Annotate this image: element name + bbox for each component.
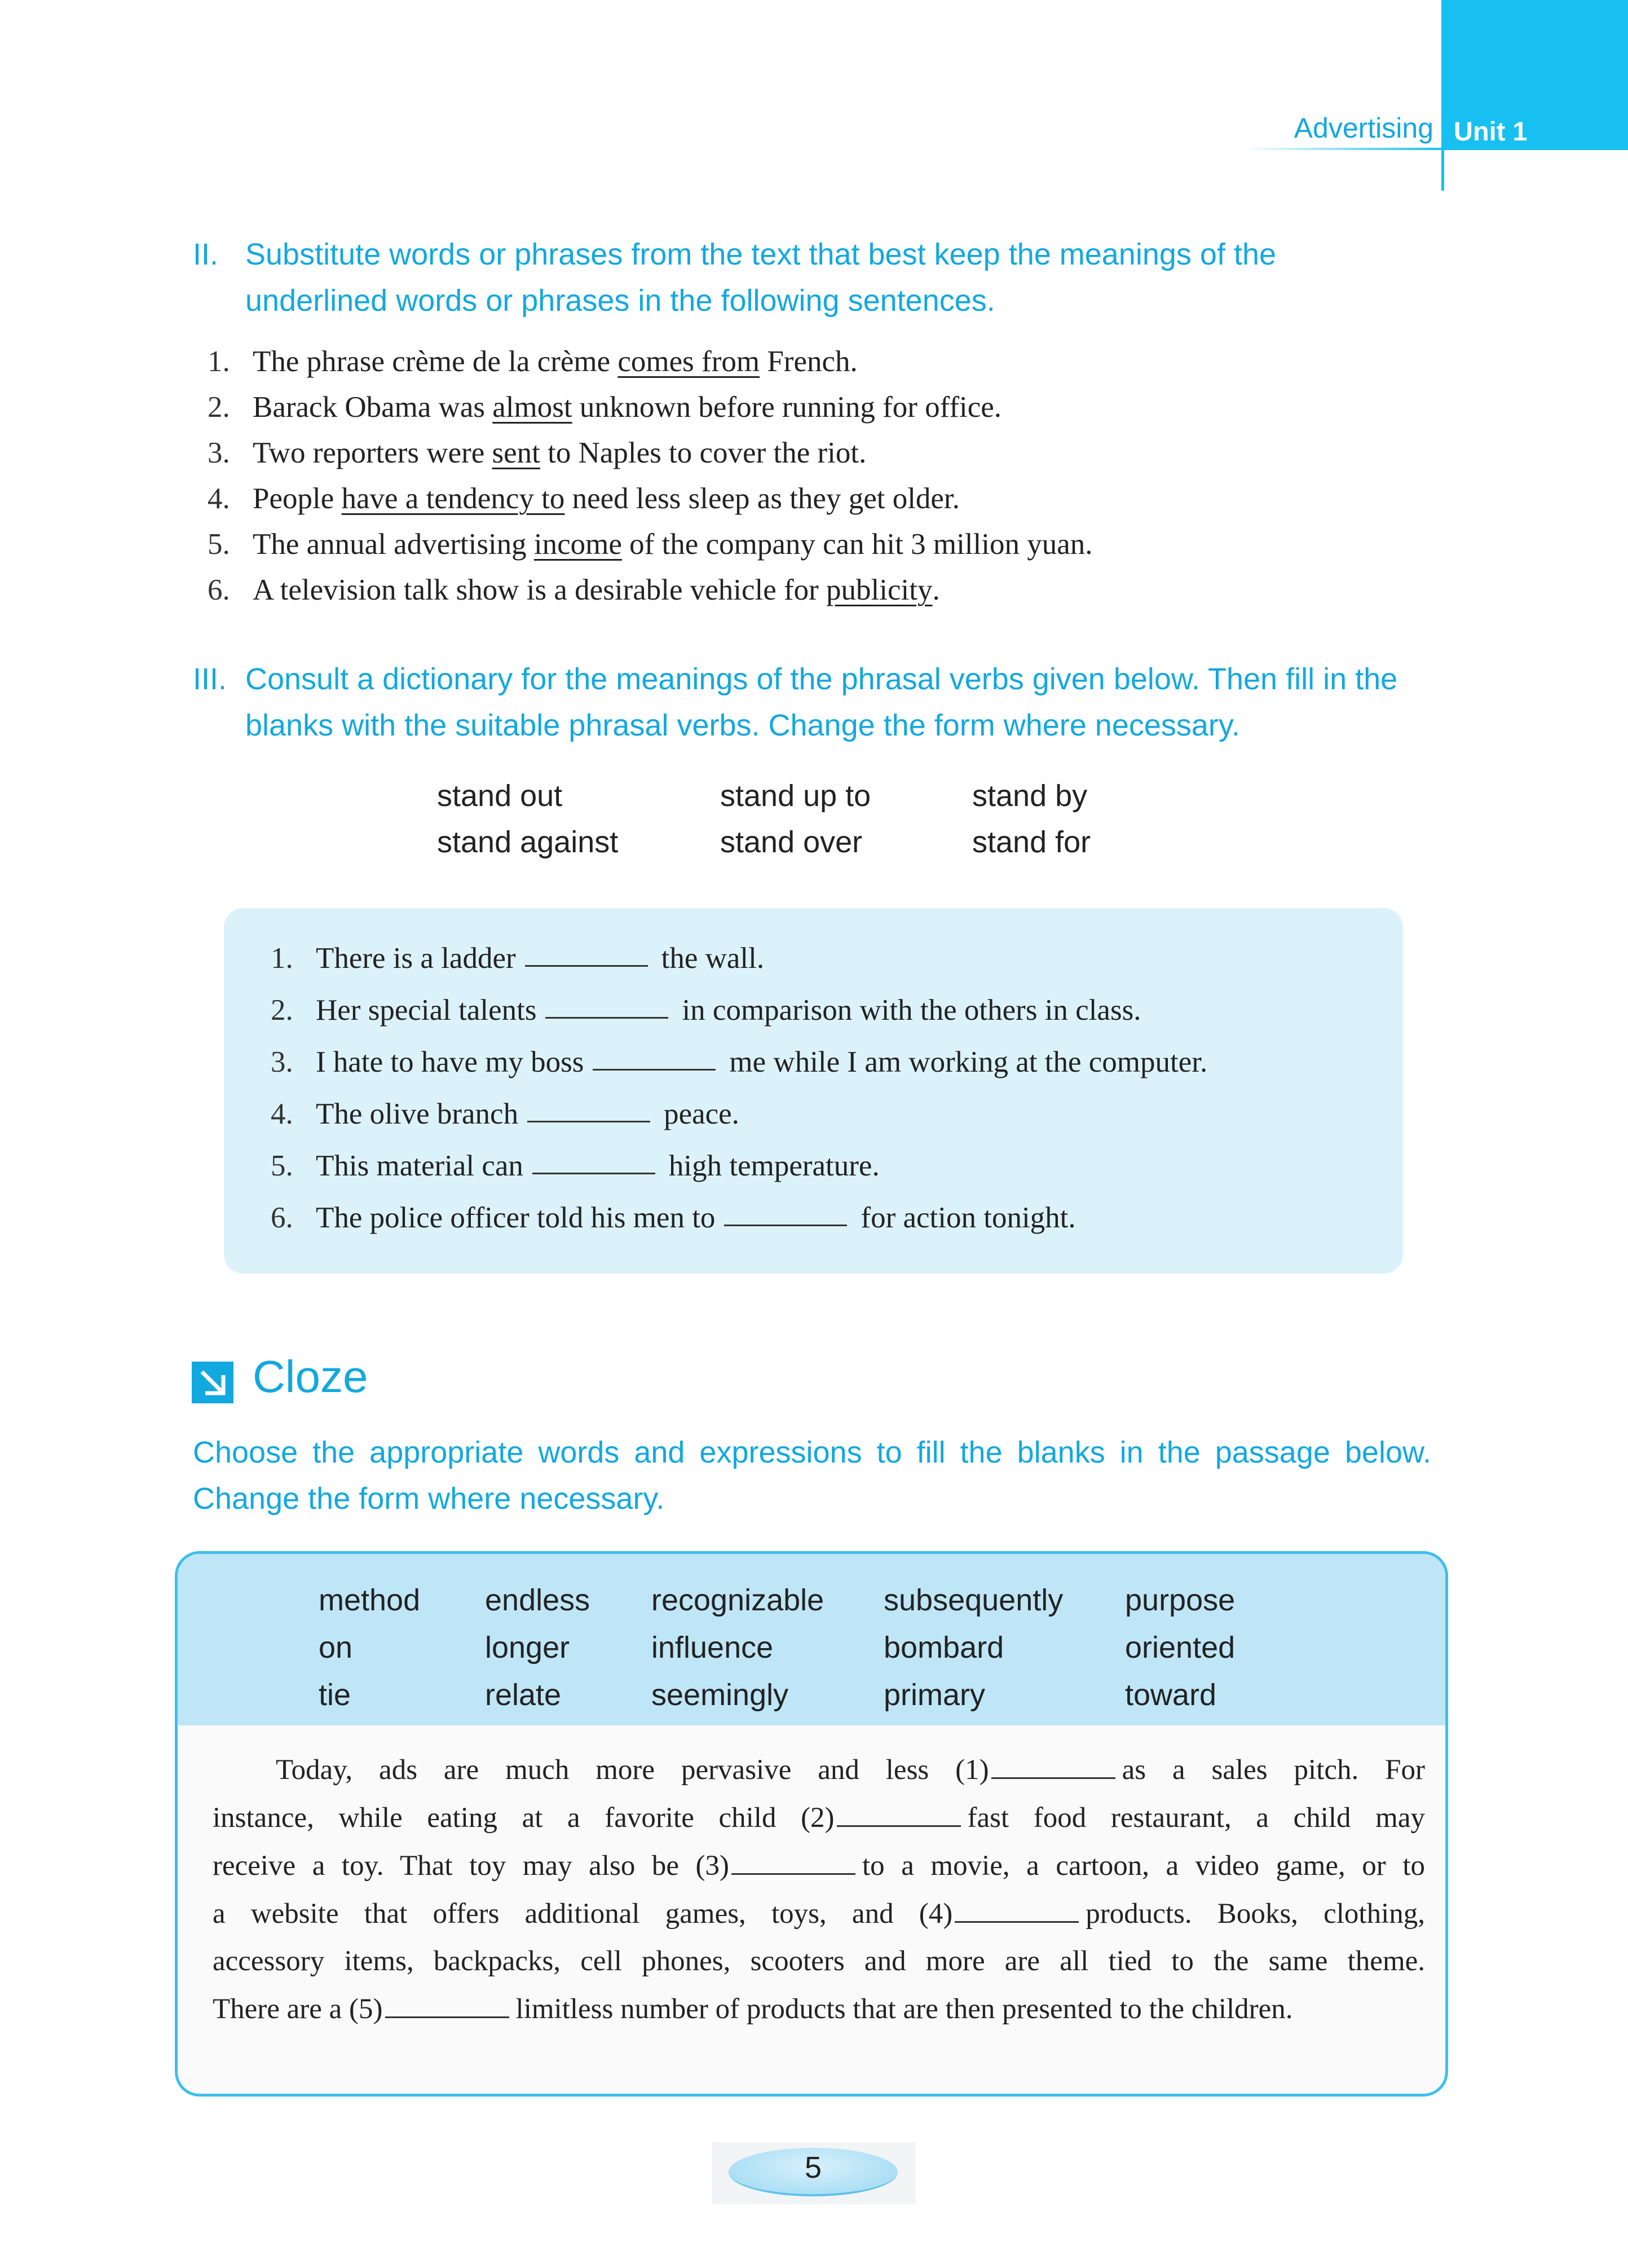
section3-number: III. xyxy=(193,662,227,696)
word-bank-item: oriented xyxy=(1125,1631,1236,1664)
phrasal-verb: stand up to xyxy=(720,779,871,813)
section3-list xyxy=(271,932,1207,1244)
section2-instruction-line1: Substitute words or phrases from the text that best keep the meanings of the xyxy=(245,237,1277,271)
passage-line: receive a toy. That toy may also be (3) to a movie, a cartoon, a video game, or to xyxy=(213,1842,1425,1890)
word-bank-item: purpose xyxy=(1125,1583,1236,1617)
passage-line: accessory items, backpacks, cell phones, scooters and more are all tied to the same theme. xyxy=(213,1945,1425,1977)
word-bank-item: seemingly xyxy=(651,1678,789,1712)
answer-blank[interactable] xyxy=(731,1842,855,1875)
list-item: 3. Two reporters were sent to Naples to cover the riot. xyxy=(208,430,1093,476)
answer-blank[interactable] xyxy=(545,984,668,1019)
word-bank-item: longer xyxy=(485,1631,570,1664)
list-item: 4. People have a tendency to need less sleep as they get older. xyxy=(208,476,1093,522)
section2-list xyxy=(208,339,1093,613)
underlined-phrase: publicity xyxy=(826,574,933,606)
cloze-instruction-line1: Choose the appropriate words and expressions to fill the blanks in the passage below. xyxy=(193,1435,1431,1469)
header-divider-horizontal xyxy=(1241,148,1441,150)
phrasal-verb: stand for xyxy=(972,825,1091,859)
word-bank-item: influence xyxy=(651,1631,774,1664)
passage-line: There are a (5) limitless number of products that are then presented to the children. xyxy=(213,1985,1425,2033)
underlined-phrase: sent xyxy=(492,437,540,469)
phrasal-verb: stand against xyxy=(437,825,619,859)
header-divider-vertical xyxy=(1441,150,1444,191)
cloze-instruction xyxy=(193,1429,1431,1522)
list-item: 3. I hate to have my boss me while I am working at the computer. xyxy=(271,1036,1207,1088)
word-bank-item: subsequently xyxy=(884,1583,1064,1617)
word-bank-item: toward xyxy=(1125,1678,1217,1712)
cloze-box xyxy=(175,1551,1448,2097)
section2-instruction-line2: underlined words or phrases in the following sentences. xyxy=(245,284,995,318)
word-bank-item: bombard xyxy=(884,1631,1004,1664)
header-section-title: Advertising xyxy=(1294,112,1433,144)
list-item: 5. The annual advertising income of the company can hit 3 million yuan. xyxy=(208,522,1093,567)
section2-number: II. xyxy=(193,237,219,271)
answer-blank[interactable] xyxy=(527,1088,650,1122)
list-item: 2. Her special talents in comparison with the others in class. xyxy=(271,984,1207,1036)
cloze-title: Cloze xyxy=(253,1351,368,1402)
word-bank-item: on xyxy=(319,1631,353,1664)
cloze-instruction-line2: Change the form where necessary. xyxy=(193,1482,665,1516)
answer-blank[interactable] xyxy=(385,1985,509,2018)
word-bank-item: recognizable xyxy=(651,1583,824,1617)
word-bank-item: method xyxy=(319,1583,421,1617)
list-item: 4. The olive branch peace. xyxy=(271,1088,1207,1140)
passage-line: instance, while eating at a favorite child (2) fast food restaurant, a child may xyxy=(213,1794,1425,1842)
arrow-down-right-icon xyxy=(192,1362,233,1403)
word-bank-item: relate xyxy=(485,1678,562,1712)
underlined-phrase: comes from xyxy=(617,345,760,378)
list-item: 1. The phrase crème de la crème comes from French. xyxy=(208,339,1093,385)
list-item: 6. A television talk show is a desirable vehicle for publicity . xyxy=(208,567,1093,613)
section2-instruction xyxy=(193,231,1437,324)
phrasal-verb: stand by xyxy=(972,779,1088,813)
answer-blank[interactable] xyxy=(525,932,648,967)
word-bank-item: tie xyxy=(319,1678,351,1712)
answer-blank[interactable] xyxy=(955,1890,1079,1923)
list-item: 5. This material can high temperature. xyxy=(271,1140,1207,1192)
answer-blank[interactable] xyxy=(532,1140,655,1174)
list-item: 6. The police officer told his men to for action tonight. xyxy=(271,1192,1207,1244)
word-bank-item: endless xyxy=(485,1583,590,1617)
cloze-passage xyxy=(213,1746,1425,2033)
header-unit-label: Unit 1 xyxy=(1454,116,1528,146)
list-item: 1. There is a ladder the wall. xyxy=(271,932,1207,984)
phrasal-verb: stand over xyxy=(720,825,863,859)
section3-instruction xyxy=(193,656,1437,748)
word-bank-item: primary xyxy=(884,1678,986,1712)
section3-instruction-line1: Consult a dictionary for the meanings of the phrasal verbs given below. Then fill in the xyxy=(245,662,1398,696)
answer-blank[interactable] xyxy=(837,1794,961,1827)
answer-blank[interactable] xyxy=(991,1746,1115,1779)
list-item: 2. Barack Obama was almost unknown before running for office. xyxy=(208,385,1093,430)
page-number: 5 xyxy=(804,2151,822,2185)
answer-blank[interactable] xyxy=(593,1036,716,1071)
underlined-phrase: have a tendency to xyxy=(341,482,565,515)
passage-line: a website that offers additional games, toys, and (4) products. Books, clothing, xyxy=(213,1890,1425,1937)
underlined-phrase: income xyxy=(533,528,622,561)
passage-line: Today, ads are much more pervasive and less (1) as a sales pitch. For xyxy=(213,1746,1425,1794)
section3-instruction-line2: blanks with the suitable phrasal verbs. Change the form where necessary. xyxy=(245,708,1240,742)
answer-blank[interactable] xyxy=(724,1192,847,1226)
phrasal-verb: stand out xyxy=(437,779,563,813)
underlined-phrase: almost xyxy=(492,391,572,424)
